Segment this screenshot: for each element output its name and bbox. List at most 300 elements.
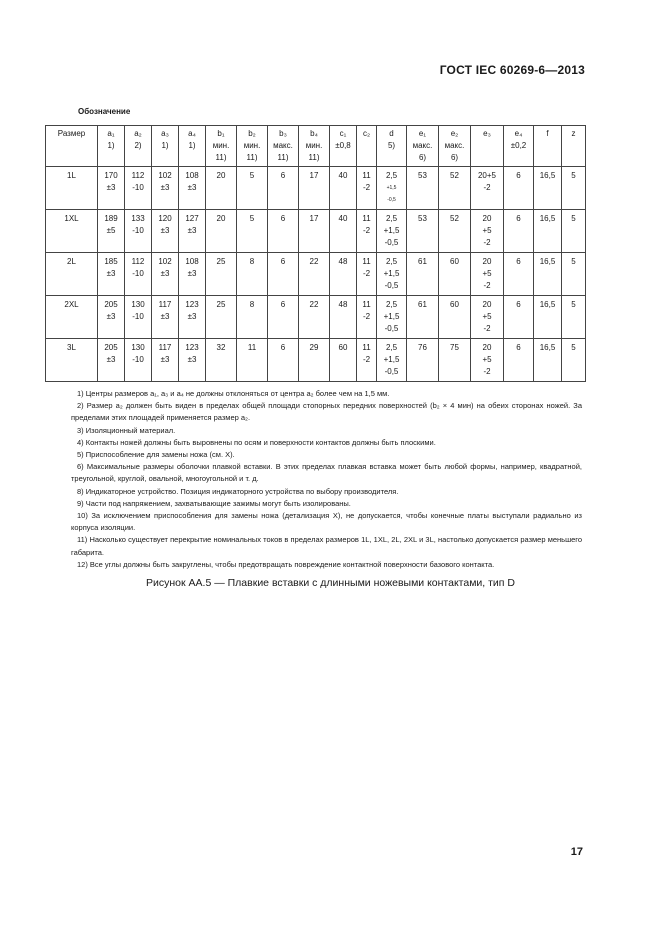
column-header: [562, 126, 586, 167]
cell-text: ±3: [160, 183, 170, 192]
table-cell: [46, 339, 98, 382]
header-text: 1): [188, 141, 196, 150]
table-cell: [504, 296, 534, 339]
column-header: [471, 126, 504, 167]
cell-text: 20: [216, 214, 226, 223]
cell-text: ±3: [187, 312, 197, 321]
table-cell: [471, 296, 504, 339]
table-cell: [562, 339, 586, 382]
cell-text: 6: [280, 214, 286, 223]
header-text: макс.: [412, 141, 433, 150]
table-cell: [237, 296, 268, 339]
table-cell: [299, 167, 330, 210]
cell-text: 5: [571, 343, 576, 352]
column-header: [534, 126, 562, 167]
table-cell: [534, 339, 562, 382]
header-text: 1): [107, 141, 115, 150]
table-cell: [46, 296, 98, 339]
cell-text: -10: [132, 355, 144, 364]
cell-text: 6: [516, 257, 521, 266]
cell-text: +1,5: [383, 269, 400, 278]
cell-text: -10: [132, 226, 144, 235]
table-cell: [125, 296, 152, 339]
cell-text: 60: [450, 300, 459, 309]
table-cell: [439, 296, 471, 339]
footnote: 5) Приспособление для замены ножа (см. X).: [77, 450, 235, 460]
cell-text: 6: [516, 214, 521, 223]
cell-text: +5: [482, 269, 492, 278]
table-cell: [471, 253, 504, 296]
header-text: c₁: [339, 129, 347, 138]
header-text: b₁: [217, 129, 225, 138]
header-text: мин.: [305, 141, 323, 150]
header-text: c₂: [362, 129, 371, 138]
document-header: ГОСТ IEC 60269-6—2013: [439, 63, 585, 77]
table-cell: [299, 296, 330, 339]
cell-text: -10: [132, 312, 144, 321]
column-header: [330, 126, 357, 167]
header-text: Размер: [57, 129, 86, 138]
cell-text: 2,5: [385, 214, 398, 223]
header-text: e₂: [450, 129, 459, 138]
cell-text: 112: [131, 171, 145, 180]
column-header: [268, 126, 299, 167]
table-cell: [357, 167, 377, 210]
table-cell: [534, 296, 562, 339]
cell-text: 185: [104, 257, 118, 266]
cell-text: 61: [418, 257, 427, 266]
table-cell: [407, 296, 439, 339]
table-cell: [330, 167, 357, 210]
header-text: 1): [161, 141, 169, 150]
table-cell: [206, 167, 237, 210]
table-cell: [407, 210, 439, 253]
cell-text: 25: [216, 300, 226, 309]
cell-text: -2: [483, 324, 491, 333]
cell-text: 16,5: [539, 214, 556, 223]
cell-text: 22: [309, 300, 319, 309]
table-cell: [237, 339, 268, 382]
cell-text: 52: [450, 171, 459, 180]
cell-text: ±3: [160, 355, 170, 364]
table-cell: [504, 167, 534, 210]
column-header: [439, 126, 471, 167]
table-cell: [179, 210, 206, 253]
cell-text: -0,5: [387, 197, 396, 203]
table-row: [46, 296, 586, 339]
table-cell: [562, 253, 586, 296]
cell-text: 22: [309, 257, 319, 266]
table-cell: [152, 167, 179, 210]
cell-text: 112: [131, 257, 145, 266]
header-text: 2): [134, 141, 142, 150]
header-text: b₃: [279, 129, 287, 138]
cell-text: 16,5: [539, 300, 556, 309]
column-header: [377, 126, 407, 167]
section-label: Обозначение: [78, 107, 131, 116]
cell-text: ±3: [160, 312, 170, 321]
header-text: e₁: [418, 129, 427, 138]
table-cell: [534, 210, 562, 253]
table-cell: [439, 339, 471, 382]
table-cell: [179, 296, 206, 339]
table-cell: [179, 339, 206, 382]
header-text: e₄: [514, 129, 523, 138]
cell-text: 205: [104, 343, 118, 352]
header-text: a₄: [188, 129, 196, 138]
cell-text: 1XL: [64, 214, 79, 223]
header-text: f: [546, 129, 549, 138]
cell-text: 11: [362, 257, 371, 266]
cell-text: 53: [418, 171, 427, 180]
table-cell: [206, 210, 237, 253]
cell-text: 48: [338, 300, 348, 309]
header-text: ±0,8: [335, 141, 351, 150]
cell-text: -2: [362, 226, 371, 235]
cell-text: 102: [158, 257, 172, 266]
cell-text: 16,5: [539, 171, 556, 180]
table-cell: [330, 296, 357, 339]
table-cell: [377, 167, 407, 210]
cell-text: -2: [362, 269, 371, 278]
cell-text: ±3: [187, 183, 197, 192]
cell-text: -2: [362, 312, 371, 321]
cell-text: 60: [450, 257, 459, 266]
cell-text: 6: [516, 300, 521, 309]
table-cell: [377, 253, 407, 296]
cell-text: -2: [362, 355, 371, 364]
cell-text: 11: [362, 171, 371, 180]
table-cell: [98, 210, 125, 253]
cell-text: ±3: [187, 226, 197, 235]
cell-text: 20: [482, 257, 492, 266]
footnotes: [71, 388, 582, 571]
cell-text: 52: [450, 214, 459, 223]
cell-text: ±3: [187, 269, 197, 278]
cell-text: 1L: [67, 171, 76, 180]
table-cell: [237, 253, 268, 296]
table-cell: [98, 339, 125, 382]
header-text: e₃: [483, 129, 491, 138]
table-cell: [504, 253, 534, 296]
cell-text: 11: [362, 214, 371, 223]
table-cell: [179, 167, 206, 210]
cell-text: ±3: [160, 226, 170, 235]
column-header: [299, 126, 330, 167]
cell-text: 2,5: [385, 300, 398, 309]
table-cell: [268, 210, 299, 253]
table-row: [46, 167, 586, 210]
cell-text: 120: [158, 214, 172, 223]
table-cell: [439, 253, 471, 296]
table-cell: [206, 296, 237, 339]
cell-text: 29: [309, 343, 319, 352]
cell-text: 11: [362, 300, 371, 309]
table-cell: [152, 296, 179, 339]
cell-text: 20+5: [477, 171, 497, 180]
cell-text: 170: [104, 171, 118, 180]
cell-text: 5: [249, 171, 255, 180]
cell-text: 20: [482, 214, 492, 223]
figure-caption: Рисунок АА.5 — Плавкие вставки с длинными ножевыми контактами, тип D: [146, 577, 515, 589]
table-cell: [237, 210, 268, 253]
column-header: [407, 126, 439, 167]
footnote: 1) Центры размеров a₁, a₃ и a₄ не должны отклоняться от центра a₂ более чем на 1,5 мм.: [77, 389, 390, 398]
cell-text: 20: [482, 300, 492, 309]
table-cell: [206, 339, 237, 382]
header-text: 6): [450, 153, 459, 162]
table-cell: [357, 253, 377, 296]
cell-text: 8: [249, 300, 255, 309]
table-cell: [471, 339, 504, 382]
cell-text: -0,5: [384, 324, 399, 333]
cell-text: 108: [185, 171, 199, 180]
header-text: макс.: [444, 141, 465, 150]
cell-text: -2: [483, 367, 491, 376]
table-cell: [125, 210, 152, 253]
cell-text: ±3: [106, 355, 116, 364]
cell-text: 20: [216, 171, 226, 180]
cell-text: 5: [571, 214, 576, 223]
column-header: [237, 126, 268, 167]
cell-text: 6: [280, 300, 286, 309]
header-text: ±0,2: [510, 141, 527, 150]
table-cell: [330, 210, 357, 253]
cell-text: 117: [158, 343, 172, 352]
header-text: 11): [246, 153, 258, 162]
cell-text: 130: [131, 343, 145, 352]
table-cell: [299, 339, 330, 382]
table-cell: [179, 253, 206, 296]
table-cell: [504, 210, 534, 253]
column-header: [206, 126, 237, 167]
header-text: a₂: [134, 129, 142, 138]
table-cell: [152, 253, 179, 296]
cell-text: 76: [418, 343, 427, 352]
table-cell: [125, 339, 152, 382]
cell-text: 123: [185, 343, 199, 352]
cell-text: 6: [280, 343, 286, 352]
footnote: 2) Размер a₂ должен быть виден в пределах общей площади стопорных передних поверхностей (b₂ × 4 мин) на обеих сторонах ножей. За пределами этих площадей применяется размер a₂.: [71, 401, 582, 423]
cell-text: ±3: [187, 355, 197, 364]
column-header: [152, 126, 179, 167]
cell-text: 2,5: [385, 343, 398, 352]
table-cell: [439, 210, 471, 253]
cell-text: 40: [338, 214, 348, 223]
table-cell: [407, 339, 439, 382]
cell-text: 2XL: [64, 300, 79, 309]
cell-text: 2,5: [385, 257, 398, 266]
cell-text: 117: [158, 300, 172, 309]
table-cell: [46, 253, 98, 296]
cell-text: +5: [482, 226, 492, 235]
cell-text: 5: [249, 214, 255, 223]
cell-text: 6: [280, 257, 286, 266]
table-cell: [46, 210, 98, 253]
column-header: [98, 126, 125, 167]
cell-text: 8: [249, 257, 255, 266]
dimensions-table: [45, 125, 586, 382]
cell-text: 5: [571, 257, 576, 266]
table-cell: [357, 296, 377, 339]
cell-text: 130: [131, 300, 145, 309]
cell-text: -0,5: [384, 238, 399, 247]
cell-text: 17: [309, 214, 319, 223]
cell-text: +1,5: [383, 226, 400, 235]
cell-text: 133: [131, 214, 145, 223]
table-row: [46, 210, 586, 253]
cell-text: 40: [338, 171, 348, 180]
cell-text: -2: [483, 238, 491, 247]
table-cell: [377, 296, 407, 339]
column-header: [504, 126, 534, 167]
cell-text: -2: [362, 183, 371, 192]
table-cell: [534, 167, 562, 210]
table-cell: [125, 253, 152, 296]
cell-text: 16,5: [539, 343, 556, 352]
table-cell: [237, 167, 268, 210]
cell-text: 102: [158, 171, 172, 180]
cell-text: 2,5: [385, 171, 398, 180]
table-cell: [125, 167, 152, 210]
table-cell: [268, 339, 299, 382]
cell-text: 6: [516, 171, 521, 180]
cell-text: 6: [280, 171, 286, 180]
cell-text: 17: [309, 171, 319, 180]
header-text: 11): [215, 153, 227, 162]
cell-text: ±3: [160, 269, 170, 278]
header-text: d: [389, 129, 394, 138]
table-cell: [152, 210, 179, 253]
cell-text: 5: [571, 171, 576, 180]
table-cell: [471, 167, 504, 210]
cell-text: +1,5: [383, 312, 400, 321]
table-cell: [299, 210, 330, 253]
table-row: [46, 253, 586, 296]
cell-text: 6: [516, 343, 521, 352]
cell-text: 123: [185, 300, 199, 309]
header-text: b₂: [248, 129, 256, 138]
footnote: 8) Индикаторное устройство. Позиция индикаторного устройства по выбору производителя.: [77, 486, 399, 496]
cell-text: 25: [216, 257, 226, 266]
footnote: 11) Насколько существует перекрытие номинальных токов в пределах размеров 1L, 1XL, 2L, 2XL и 3L, настолько допускается размер меньшего габарита.: [71, 535, 582, 557]
cell-text: 11: [247, 343, 257, 352]
cell-text: 3L: [67, 343, 76, 352]
table-cell: [562, 167, 586, 210]
cell-text: 61: [418, 300, 427, 309]
table-cell: [98, 253, 125, 296]
cell-text: 48: [338, 257, 348, 266]
header-text: b₄: [310, 129, 318, 138]
table-cell: [407, 253, 439, 296]
table-cell: [330, 339, 357, 382]
table-cell: [268, 296, 299, 339]
page-number: 17: [570, 846, 583, 858]
cell-text: ±3: [106, 269, 116, 278]
table-cell: [377, 339, 407, 382]
cell-text: -2: [483, 281, 491, 290]
cell-text: 75: [450, 343, 459, 352]
footnote: 12) Все углы должны быть закруглены, чтобы предотвращать повреждение контактной поверхности базового контакта.: [77, 559, 495, 569]
cell-text: -10: [132, 269, 144, 278]
column-header: [125, 126, 152, 167]
header-text: z: [571, 129, 576, 138]
table-cell: [46, 167, 98, 210]
header-text: мин.: [243, 141, 261, 150]
column-header: [46, 126, 98, 167]
table-cell: [268, 253, 299, 296]
cell-text: ±3: [106, 312, 116, 321]
table-cell: [562, 210, 586, 253]
cell-text: ±3: [106, 183, 116, 192]
cell-text: +1,5: [386, 185, 397, 191]
cell-text: 2L: [67, 257, 76, 266]
cell-text: +1,5: [383, 355, 400, 364]
table-cell: [152, 339, 179, 382]
table-cell: [562, 296, 586, 339]
header-text: 11): [308, 153, 320, 162]
footnote: 3) Изоляционный материал.: [77, 425, 176, 435]
column-header: [179, 126, 206, 167]
footnote: 10) За исключением приспособления для замены ножа (детализация X), не допускается, чтобы конечные платы выступали радиально из корпуса изоляции.: [71, 511, 582, 533]
table-cell: [471, 210, 504, 253]
cell-text: 53: [418, 214, 427, 223]
table-cell: [357, 339, 377, 382]
footnote: 6) Максимальные размеры оболочки плавкой вставки. В этих пределах плавкая вставка может быть любой формы, например, квадратной, треугольной, круглой, овальной, многоугольной и т. д.: [71, 462, 582, 484]
cell-text: -0,5: [384, 367, 399, 376]
table-cell: [299, 253, 330, 296]
table-header-row: [46, 126, 586, 167]
cell-text: 189: [104, 214, 118, 223]
header-text: a₁: [107, 129, 115, 138]
footnote: 4) Контакты ножей должны быть выровнены по осям и поверхности контактов должны быть плоскими.: [77, 437, 436, 447]
table-cell: [98, 167, 125, 210]
header-text: 6): [418, 153, 427, 162]
table-cell: [98, 296, 125, 339]
header-text: a₃: [161, 129, 169, 138]
cell-text: 108: [185, 257, 199, 266]
cell-text: 16,5: [539, 257, 556, 266]
cell-text: 20: [482, 343, 492, 352]
table-cell: [377, 210, 407, 253]
cell-text: 60: [338, 343, 348, 352]
cell-text: -0,5: [384, 281, 399, 290]
table-cell: [206, 253, 237, 296]
header-text: макс.: [273, 141, 293, 150]
table-cell: [407, 167, 439, 210]
table-cell: [439, 167, 471, 210]
cell-text: -10: [132, 183, 144, 192]
header-text: 5): [387, 141, 396, 150]
cell-text: ±5: [106, 226, 116, 235]
footnote: 9) Части под напряжением, захватывающие зажимы могут быть изолированы.: [77, 498, 351, 508]
table-cell: [268, 167, 299, 210]
cell-text: 11: [362, 343, 371, 352]
table-cell: [357, 210, 377, 253]
header-text: 11): [277, 153, 289, 162]
cell-text: +5: [482, 312, 492, 321]
table-row: [46, 339, 586, 382]
cell-text: 5: [571, 300, 576, 309]
cell-text: 32: [216, 343, 226, 352]
table-cell: [534, 253, 562, 296]
header-text: мин.: [212, 141, 230, 150]
cell-text: -2: [483, 183, 491, 192]
cell-text: +5: [482, 355, 492, 364]
table-cell: [504, 339, 534, 382]
cell-text: 205: [104, 300, 118, 309]
cell-text: 127: [185, 214, 199, 223]
